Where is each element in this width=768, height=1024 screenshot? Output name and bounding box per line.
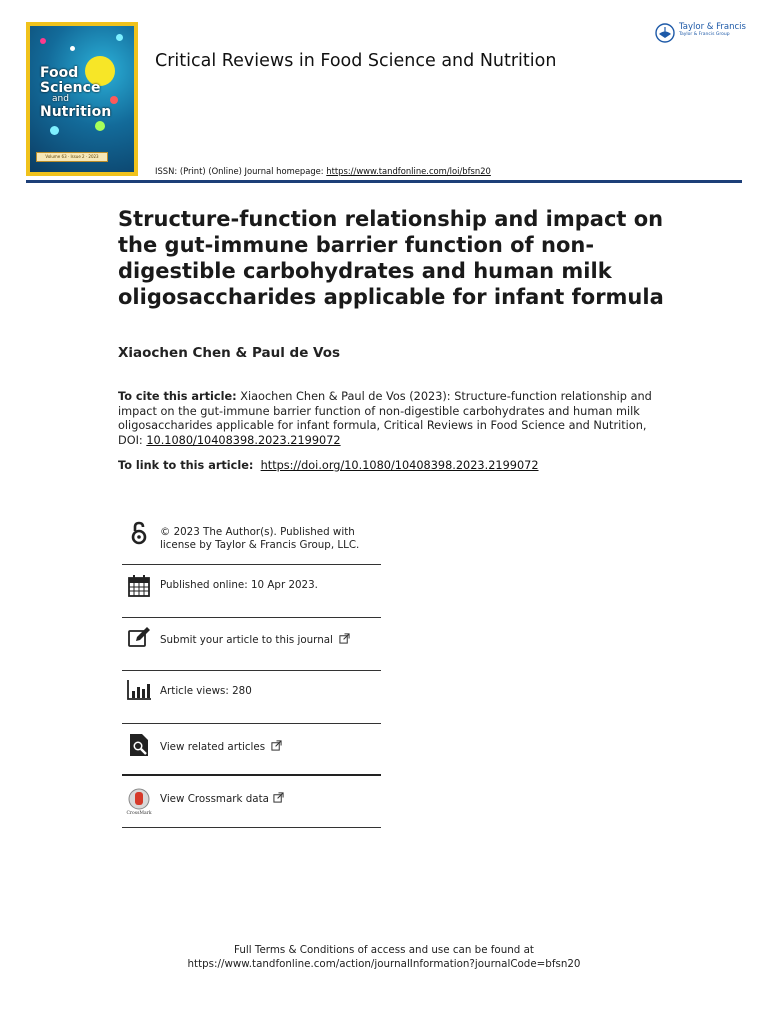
info-divider — [122, 617, 381, 618]
info-divider — [122, 670, 381, 671]
info-divider — [122, 827, 381, 828]
calendar-icon — [126, 573, 152, 599]
license-text-line: license by Taylor & Francis Group, LLC. — [160, 538, 360, 551]
cover-volume-strip: Volume 63 · Issue 2 · 2023 — [36, 152, 108, 162]
external-link-icon — [273, 792, 284, 803]
submit-article-link[interactable]: Submit your article to this journal — [160, 634, 333, 646]
article-link-label: To link to this article: — [118, 459, 254, 472]
cover-title — [40, 66, 111, 120]
article-views: Article views: 280 — [160, 685, 252, 697]
external-link-icon — [271, 740, 282, 751]
publisher-name: Taylor & Francis — [679, 22, 746, 32]
article-authors: Xiaochen Chen & Paul de Vos — [118, 345, 341, 361]
issn-line — [155, 166, 491, 176]
citation-text: Xiaochen Chen & Paul de Vos (2023): Structure-function relationship and impact on the gut-immune barrier function of non-digestible carbohydrates and human milk oligosaccharides applicable for infant formula, Critical Reviews in Food Science and Nutrition, DOI: — [118, 390, 652, 447]
article-doi-link[interactable]: https://doi.org/10.1080/10408398.2023.2199072 — [260, 459, 539, 472]
article-title: Structure-function relationship and impact on the gut-immune barrier function of non-digestible carbohydrates and human milk oligosaccharides applicable for infant formula — [118, 207, 664, 309]
bar-chart-icon — [126, 677, 152, 703]
license-text-line: © 2023 The Author(s). Published with — [160, 526, 355, 538]
journal-title[interactable]: Critical Reviews in Food Science and Nutrition — [155, 51, 557, 71]
footer-terms — [0, 943, 768, 971]
cover-title-word: and — [52, 94, 69, 105]
crossmark-link[interactable]: View Crossmark data — [160, 793, 269, 805]
citation-doi-link[interactable]: 10.1080/10408398.2023.2199072 — [146, 433, 341, 447]
citation-label: To cite this article: — [118, 390, 237, 403]
cover-title-word: Nutrition — [40, 103, 112, 120]
info-divider — [122, 774, 381, 776]
article-link-line — [118, 459, 539, 472]
related-articles-icon — [126, 732, 152, 758]
open-access-icon — [126, 520, 152, 546]
taylor-francis-logo-icon — [655, 23, 675, 43]
external-link-icon — [339, 633, 350, 644]
header-divider — [26, 180, 742, 183]
info-divider — [122, 564, 381, 565]
issn-text: ISSN: (Print) (Online) Journal homepage: — [155, 166, 327, 176]
citation-block — [118, 390, 658, 448]
related-articles-link[interactable]: View related articles — [160, 741, 266, 753]
footer-line: Full Terms & Conditions of access and use can be found at — [234, 944, 534, 956]
footer-terms-link[interactable]: https://www.tandfonline.com/action/journalInformation?journalCode=bfsn20 — [187, 958, 581, 970]
journal-cover-art — [30, 26, 134, 172]
cover-title-word: Food — [40, 65, 79, 81]
cover-title-word: Science — [40, 79, 101, 96]
publisher-subname: Taylor & Francis Group — [679, 31, 730, 37]
journal-homepage-link[interactable]: https://www.tandfonline.com/loi/bfsn20 — [326, 166, 491, 176]
crossmark-icon — [124, 786, 154, 816]
info-divider — [122, 723, 381, 724]
crossmark-icon-text: CrossMark — [126, 811, 152, 816]
published-date: Published online: 10 Apr 2023. — [160, 579, 318, 591]
publisher-logo[interactable] — [655, 23, 746, 43]
journal-cover[interactable] — [26, 22, 138, 176]
edit-icon — [126, 624, 152, 650]
